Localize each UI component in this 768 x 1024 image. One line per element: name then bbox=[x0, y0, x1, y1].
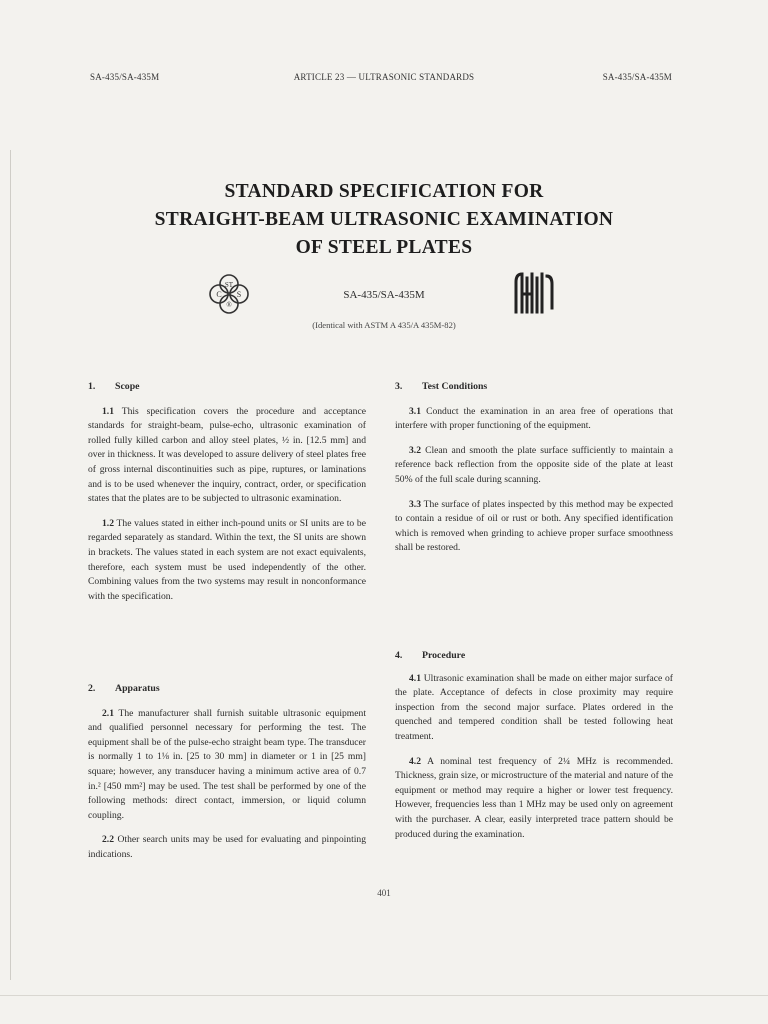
section-heading-procedure: 4. Procedure bbox=[395, 650, 466, 661]
designation: SA-435/SA-435M bbox=[343, 289, 425, 301]
section-heading-scope: 1. Scope bbox=[88, 381, 140, 392]
section-heading-apparatus: 2. Apparatus bbox=[88, 683, 160, 694]
paragraph-2-2: 2.2 Other search units may be used for evaluating and pinpointing indications. bbox=[88, 834, 366, 860]
section-apparatus bbox=[88, 682, 366, 863]
paragraph-4-2: 4.2 A nominal test frequency of 2¼ MHz is recommended. Thickness, grain size, or microstructure of the material and nature of the equipment or method may require a higher or lower test frequency. However, frequencies less than 1 MHz may be used only on agreement with the purchaser. A clear, easily interpreted trace pattern should be produced during the examination. bbox=[395, 755, 673, 840]
paragraph-3-3: 3.3 The surface of plates inspected by this method may be expected to contain a residue of oil or rust or both. Any specified identification which is removed when grinding to achieve proper surface smoothness shall be restored. bbox=[395, 498, 673, 554]
scan-edge-line bbox=[10, 150, 11, 980]
section-test-conditions bbox=[395, 380, 673, 556]
running-header-right: SA-435/SA-435M bbox=[602, 72, 672, 82]
section-procedure bbox=[395, 649, 673, 842]
svg-text:C: C bbox=[216, 290, 222, 299]
paragraph-3-1: 3.1 Conduct the examination in an area free of operations that interfere with proper functioning of the equipment. bbox=[395, 405, 673, 432]
paragraph-1-1: 1.1 This specification covers the procedure and acceptance standards for straight-beam, pulse-echo, ultrasonic examination of rolled fully killed carbon and alloy steel plates, ½ in. [12.5 mm] and over in thickness. It was developed to assure delivery of steel plates free of gross internal discontinuities such as pipe, ruptures, or laminations and is to be used whenever the inquiry, contract, order, or specification states that the plates are to be subjected to ultrasonic examination. bbox=[88, 405, 366, 505]
svg-text:®: ® bbox=[226, 301, 232, 309]
identical-with-note: (Identical with ASTM A 435/A 435M-82) bbox=[312, 320, 456, 330]
paragraph-3-2: 3.2 Clean and smooth the plate surface sufficiently to maintain a reference back reflection from the opposite side of the plate at least 50% of the full scale during scanning. bbox=[395, 444, 674, 485]
svg-text:ST: ST bbox=[224, 281, 234, 289]
running-header-center: ARTICLE 23 — ULTRASONIC STANDARDS bbox=[293, 72, 475, 82]
title-line-2: STRAIGHT-BEAM ULTRASONIC EXAMINATION bbox=[154, 209, 614, 230]
title-line-1: STANDARD SPECIFICATION FOR bbox=[224, 181, 544, 202]
scan-bottom-edge bbox=[0, 995, 768, 996]
document-title bbox=[0, 178, 768, 262]
svg-text:S: S bbox=[236, 290, 242, 299]
page-number: 401 bbox=[377, 888, 391, 898]
title-line-3: OF STEEL PLATES bbox=[295, 237, 473, 258]
paragraph-2-1: 2.1 The manufacturer shall furnish suitable ultrasonic equipment and qualified personnel necessary for performing the test. The equipment shall be of the pulse-echo straight beam type. The transducer is normally 1 to 1⅛ in. [25 to 30 mm] in diameter or 1 in [25 mm] square; however, any transducer having a minimum active area of 0.7 in.² [450 mm²] may be used. The test shall be performed by one of the following methods: direct contact, immersion, or liquid column coupling. bbox=[88, 707, 366, 821]
paragraph-1-2: 1.2 The values stated in either inch-pound units or SI units are to be regarded separately as standard. Within the text, the SI units are shown in brackets. The values stated in each system are not exact equivalents, therefore, each system must be used independently of the other. Combining values from the two systems may result in nonconformance with the specification. bbox=[88, 517, 366, 602]
paragraph-4-1: 4.1 Ultrasonic examination shall be made on either major surface of the plate. Acceptance of defects in close proximity may require inspection from the second major surface. Plates ordered in the quenched and tempered condition shall be tested following heat treatment. bbox=[395, 672, 673, 742]
section-heading-test-conditions: 3. Test Conditions bbox=[395, 381, 488, 392]
astm-logo bbox=[510, 268, 556, 318]
section-scope bbox=[88, 380, 366, 604]
running-header-left: SA-435/SA-435M bbox=[90, 72, 160, 82]
